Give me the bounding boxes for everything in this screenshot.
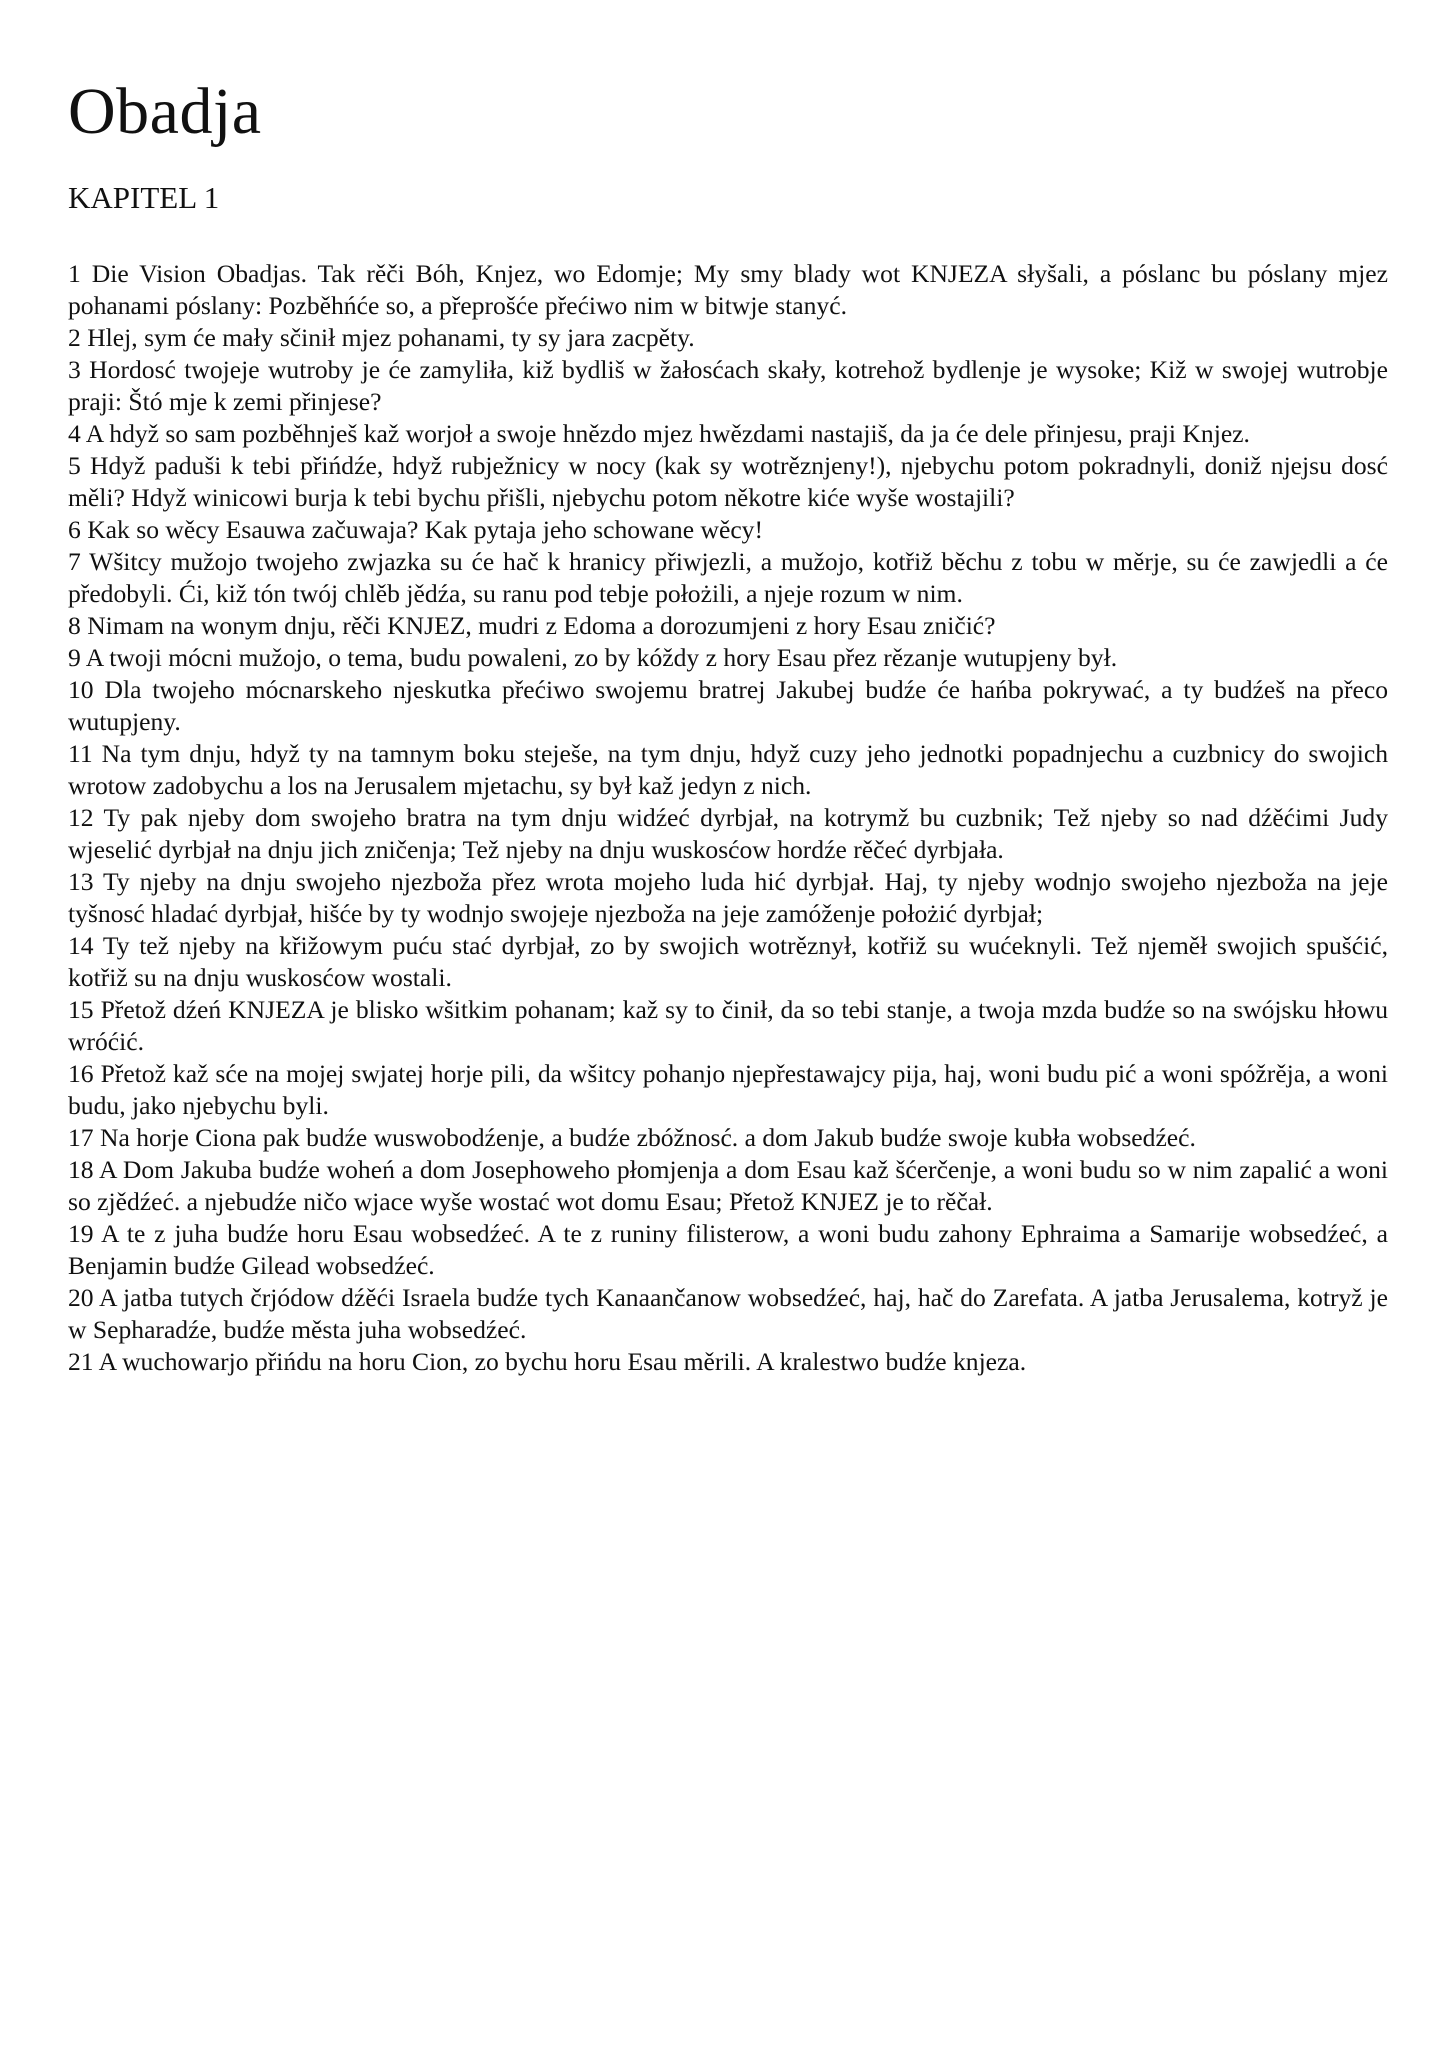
verse [68,418,1388,450]
verse-number: 1 [68,259,81,288]
verse-text: Die Vision Obadjas. Tak rěči Bóh, Knjez, wo Edomje; My smy blady wot KNJEZA słyšali, a póslanc bu póslany mjez pohanami póslany: Pozběhńće so, a přeprošće přećiwo nim w bitwje stanyć. [68,259,1388,320]
verse [68,546,1388,610]
verse-text: Hlej, sym će mały sčinił mjez pohanami, ty sy jara zacpěty. [87,323,695,352]
verse-text: Nimam na wonym dnju, rěči KNJEZ, mudri z Edoma a dorozumjeni z hory Esau zničić? [87,611,996,640]
verse [68,1154,1388,1218]
verse-text: Na tym dnju, hdyž ty na tamnym boku steješe, na tym dnju, hdyž cuzy jeho jednotki popadnjechu a cuzbnicy do swojich wrotow zadobychu a los na Jerusalem mjetachu, sy był kaž jedyn z nich. [68,739,1389,800]
verse [68,514,1388,546]
verse [68,642,1388,674]
document-page [68,0,1388,1378]
verse [68,450,1388,514]
verse-number: 8 [68,611,81,640]
verse-text: Ty tež njeby na křižowym puću stać dyrbjał, zo by swojich wotrěznył, kotřiž su wućeknyli. Tež njeměł swojich spušćić, kotřiž su na dnju wuskosćow wostali. [68,931,1388,992]
verse [68,1218,1388,1282]
verse-text: Kak so wěcy Esauwa začuwaja? Kak pytaja jeho schowane wěcy! [87,515,764,544]
verse [68,1122,1388,1154]
verse-number: 15 [68,995,94,1024]
verse-text: Přetož dźeń KNJEZA je blisko wšitkim pohanam; kaž sy to činił, da so tebi stanje, a twoja mzda budźe so na swójsku hłowu wróćić. [68,995,1388,1056]
verse-text: Hordosć twojeje wutroby je će zamyliła, kiž bydliš w žałosćach skały, kotrehož bydlenje je wysoke; Kiž w swojej wutrobje praji: Štó mje k zemi přinjese? [68,355,1388,416]
verse-text: A te z juha budźe horu Esau wobsedźeć. A te z runiny filisterow, a woni budu zahony Ephraima a Samarije wobsedźeć, a Benjamin budźe Gilead wobsedźeć. [68,1219,1388,1280]
verse-number: 19 [68,1219,94,1248]
verse [68,322,1388,354]
verse-number: 13 [68,867,94,896]
verse-text: Dla twojeho mócnarskeho njeskutka přećiwo swojemu bratrej Jakubej budźe će hańba pokrywać, a ty budźeš na přeco wutupjeny. [68,675,1388,736]
verse-text: A twoji mócni mužojo, o tema, budu powaleni, zo by kóždy z hory Esau přez rězanje wutupjeny był. [85,643,1118,672]
verse-list [68,258,1388,1378]
verse [68,994,1388,1058]
verse [68,738,1388,802]
verse [68,1058,1388,1122]
verse [68,1346,1388,1378]
verse-number: 21 [68,1347,94,1376]
verse-number: 17 [68,1123,94,1152]
verse [68,674,1388,738]
book-title: Obadja [68,75,262,148]
verse-number: 11 [68,739,93,768]
verse-number: 10 [68,675,94,704]
verse [68,930,1388,994]
verse-number: 16 [68,1059,94,1088]
verse-number: 4 [68,419,81,448]
verse-text: Wšitcy mužojo twojeho zwjazka su će hač k hranicy přiwjezli, a mužojo, kotřiž běchu z tobu w měrje, su će zawjedli a će předobyli. Ći, kiž tón twój chlěb jědźa, su ranu pod tebje położili, a njeje rozum w nim. [68,547,1389,608]
verse-number: 12 [68,803,94,832]
chapter-heading: KAPITEL 1 [68,180,220,215]
verse-number: 5 [68,451,81,480]
verse-text: A Dom Jakuba budźe woheń a dom Josephoweho płomjenja a dom Esau kaž šćerčenje, a woni budu so w nim zapalić a woni so zjědźeć. a njebudźe ničo wjace wyše wostać wot domu Esau; Přetož KNJEZ je to rěčał. [68,1155,1388,1216]
verse [68,354,1388,418]
verse-number: 3 [68,355,81,384]
verse-text: A jatba tutych črjódow dźěći Israela budźe tych Kanaančanow wobsedźeć, haj, hač do Zarefata. A jatba Jerusalema, kotryž je w Sepharadźe, budźe města juha wobsedźeć. [68,1283,1388,1344]
verse [68,258,1388,322]
verse-number: 9 [68,643,81,672]
verse-text: Přetož kaž sće na mojej swjatej horje pili, da wšitcy pohanjo njepřestawajcy pija, haj, woni budu pić a woni spóžrěja, a woni budu, jako njebychu byli. [68,1059,1389,1120]
verse-number: 2 [68,323,81,352]
verse-text: A wuchowarjo přińdu na horu Cion, zo bychu horu Esau měrili. A kralestwo budźe knjeza. [98,1347,1027,1376]
verse-number: 6 [68,515,81,544]
verse [68,1282,1388,1346]
verse-number: 14 [68,931,94,960]
verse-text: Ty pak njeby dom swojeho bratra na tym dnju widźeć dyrbjał, na kotrymž bu cuzbnik; Tež njeby so nad dźěćimi Judy wjeselić dyrbjał na dnju jich zničenja; Tež njeby na dnju wuskosćow hordźe rěčeć dyrbjała. [68,803,1388,864]
verse [68,802,1388,866]
verse [68,610,1388,642]
verse-text: Ty njeby na dnju swojeho njezboža přez wrota mojeho luda hić dyrbjał. Haj, ty njeby wodnjo swojeho njezboža na jeje tyšnosć hladać dyrbjał, hišće by ty wodnjo swojeje njezboža na jeje zamóženje położić dyrbjał; [68,867,1388,928]
verse [68,866,1388,930]
verse-text: Na horje Ciona pak budźe wuswobodźenje, a budźe zbóžnosć. a dom Jakub budźe swoje kubła wobsedźeć. [100,1123,1196,1152]
verse-number: 20 [68,1283,94,1312]
verse-number: 18 [68,1155,94,1184]
verse-number: 7 [68,547,81,576]
verse-text: Hdyž paduši k tebi přińdźe, hdyž rubježnicy w nocy (kak sy wotrěznjeny!), njebychu potom pokradnyli, doniž njejsu dosć měli? Hdyž winicowi burja k tebi bychu přišli, njebychu potom někotre kiće wyše wostajili? [68,451,1388,512]
verse-text: A hdyž so sam pozběhnješ kaž worjoł a swoje hnězdo mjez hwězdami nastajiš, da ja će dele přinjesu, praji Knjez. [85,419,1250,448]
